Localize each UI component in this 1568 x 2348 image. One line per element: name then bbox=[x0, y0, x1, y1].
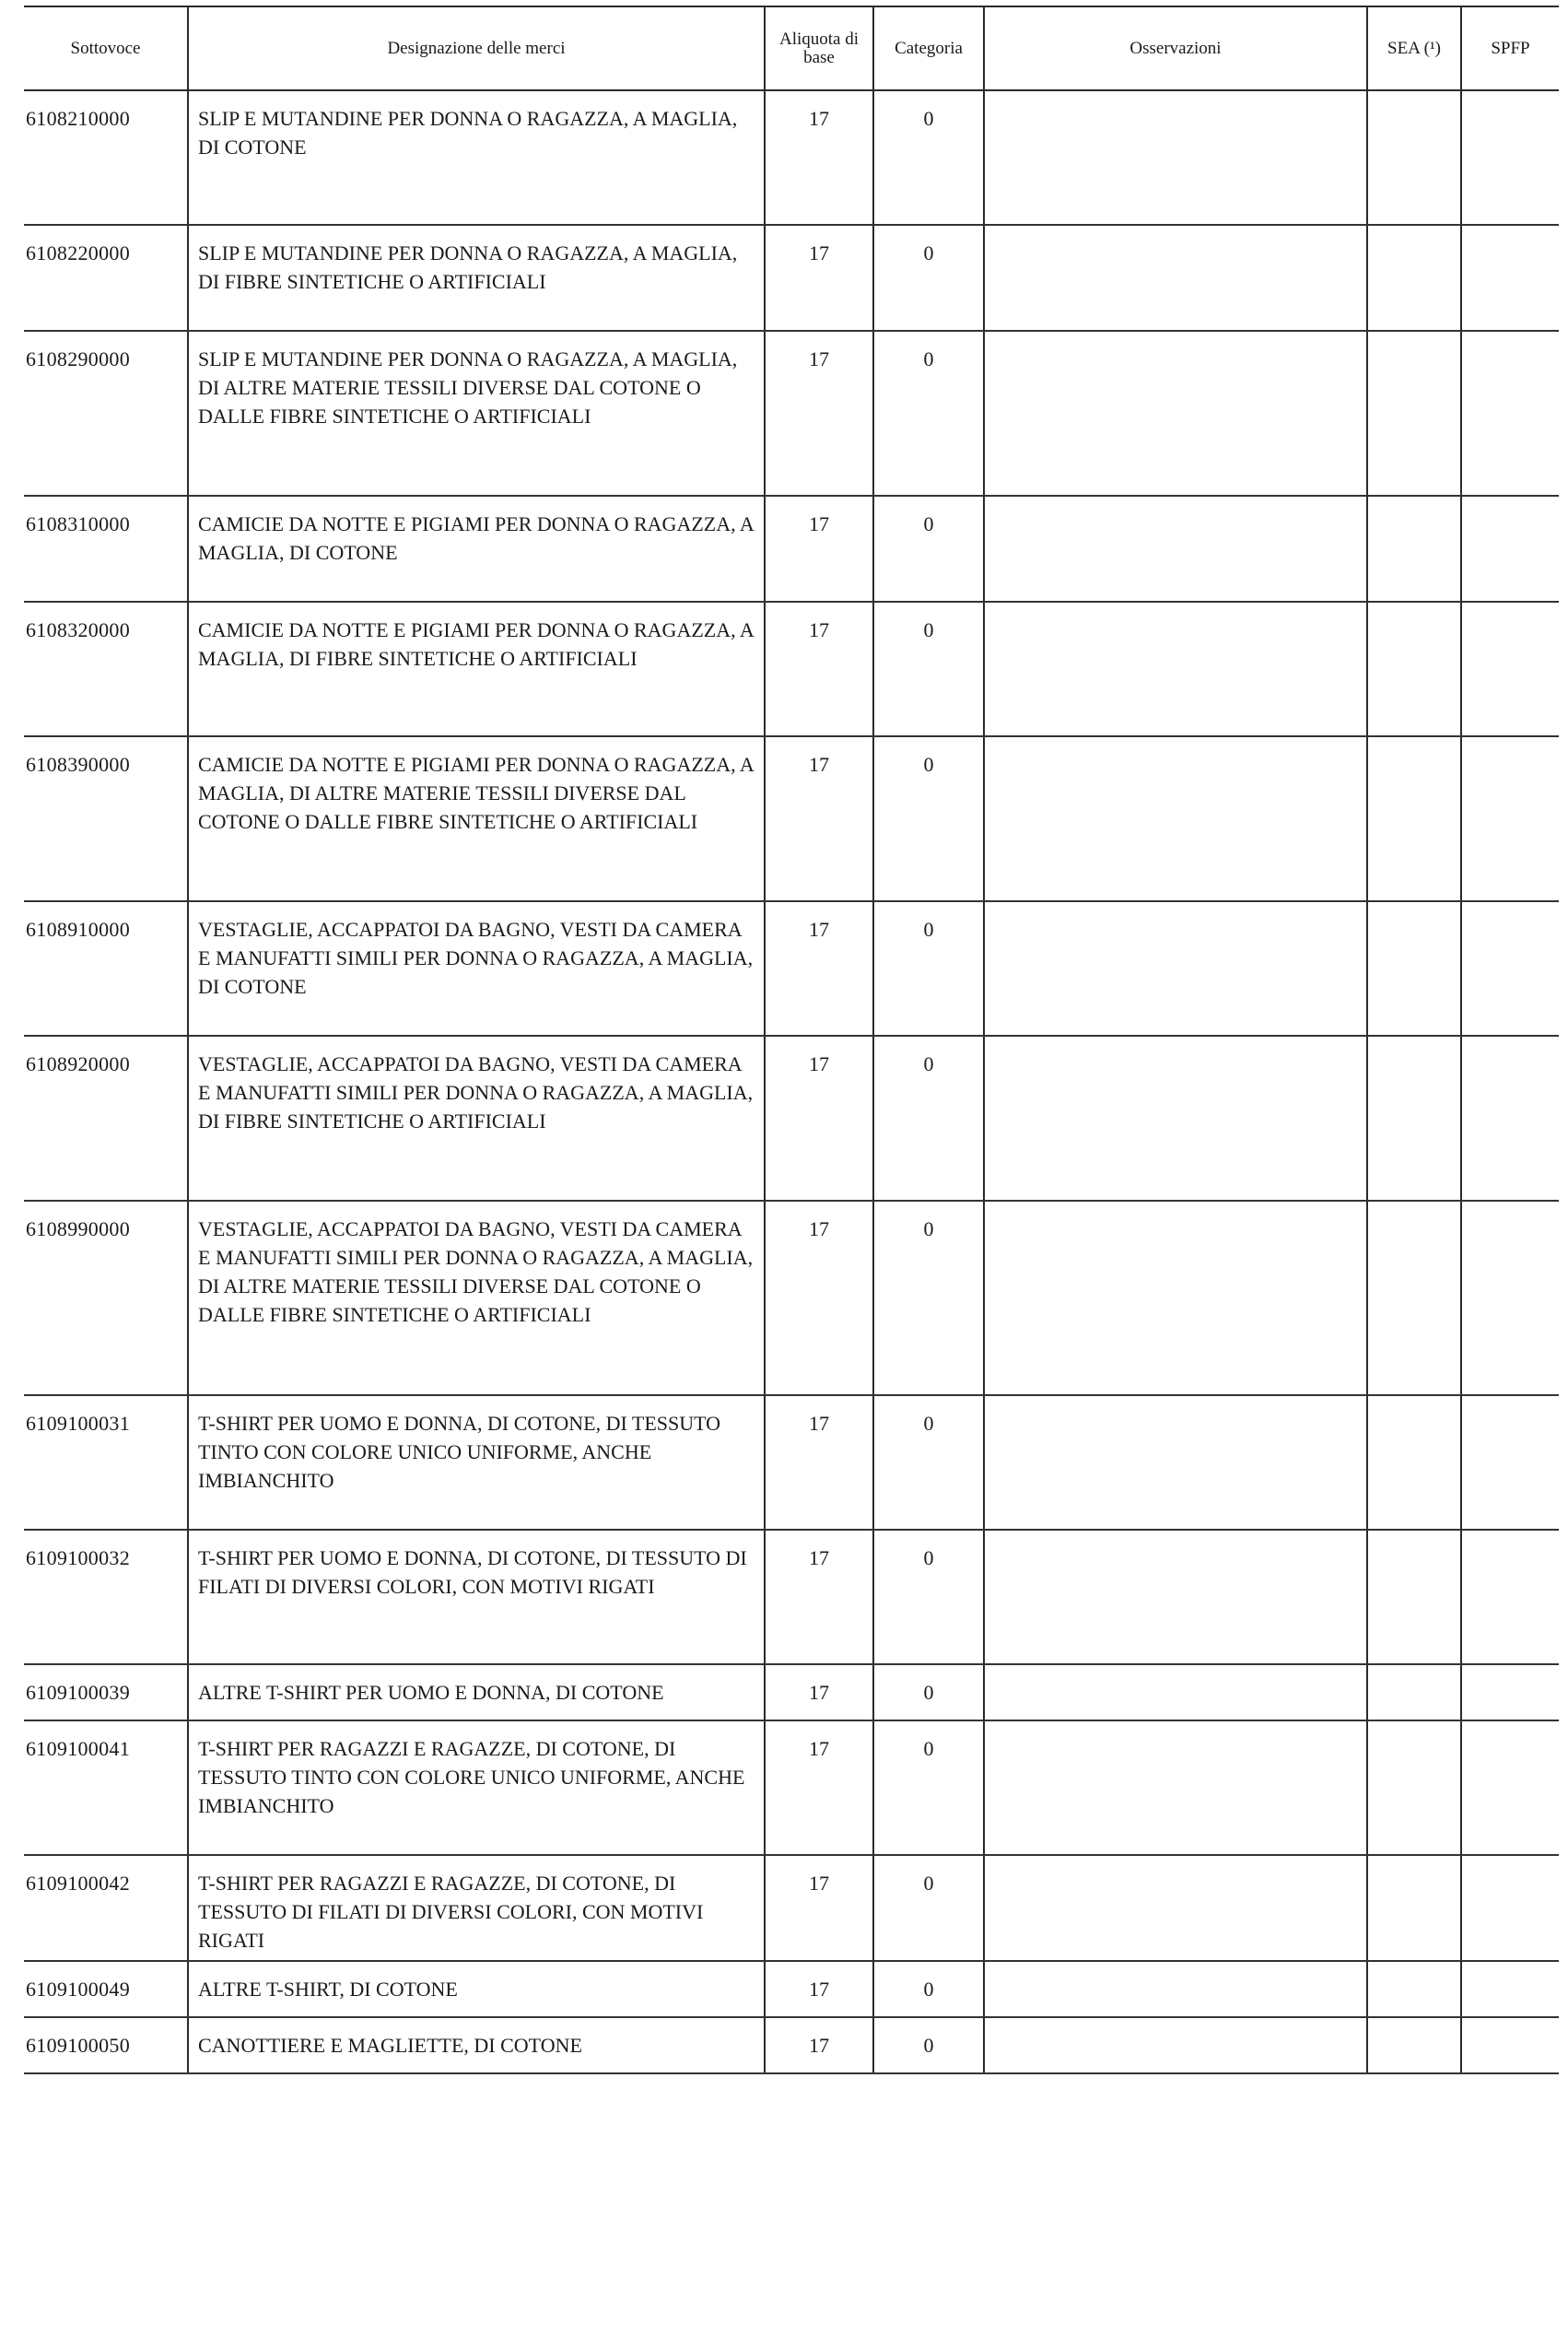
cell-notes bbox=[984, 1201, 1367, 1395]
cell-description: ALTRE T-SHIRT, DI COTONE bbox=[188, 1961, 765, 2017]
cell-rate: 17 bbox=[765, 1530, 873, 1664]
cell-description: VESTAGLIE, ACCAPPATOI DA BAGNO, VESTI DA CAMERA E MANUFATTI SIMILI PER DONNA O RAGAZZA, A MAGLIA, DI ALTRE MATERIE TESSILI DIVERSE DAL COTONE O DALLE FIBRE SINTETICHE O ARTIFICIALI bbox=[188, 1201, 765, 1395]
cell-code: 6108920000 bbox=[24, 1036, 188, 1201]
cell-category: 0 bbox=[873, 1395, 984, 1530]
cell-notes bbox=[984, 331, 1367, 496]
cell-spfp bbox=[1461, 90, 1559, 225]
cell-sea bbox=[1367, 1395, 1461, 1530]
cell-notes bbox=[984, 1855, 1367, 1961]
cell-category: 0 bbox=[873, 901, 984, 1036]
cell-code: 6108220000 bbox=[24, 225, 188, 331]
header-spfp: SPFP bbox=[1461, 6, 1559, 90]
cell-sea bbox=[1367, 90, 1461, 225]
cell-sea bbox=[1367, 1036, 1461, 1201]
table-row bbox=[24, 1855, 1559, 1961]
cell-code: 6109100032 bbox=[24, 1530, 188, 1664]
cell-rate: 17 bbox=[765, 2017, 873, 2073]
table-row bbox=[24, 1036, 1559, 1201]
cell-notes bbox=[984, 1720, 1367, 1855]
cell-description: T-SHIRT PER UOMO E DONNA, DI COTONE, DI TESSUTO DI FILATI DI DIVERSI COLORI, CON MOTIVI RIGATI bbox=[188, 1530, 765, 1664]
cell-notes bbox=[984, 90, 1367, 225]
cell-sea bbox=[1367, 1530, 1461, 1664]
table-row bbox=[24, 1201, 1559, 1395]
cell-rate: 17 bbox=[765, 1720, 873, 1855]
table-row bbox=[24, 736, 1559, 901]
table-row bbox=[24, 1395, 1559, 1530]
cell-category: 0 bbox=[873, 1961, 984, 2017]
cell-description: T-SHIRT PER UOMO E DONNA, DI COTONE, DI TESSUTO TINTO CON COLORE UNICO UNIFORME, ANCHE IMBIANCHITO bbox=[188, 1395, 765, 1530]
cell-rate: 17 bbox=[765, 1201, 873, 1395]
cell-category: 0 bbox=[873, 331, 984, 496]
cell-rate: 17 bbox=[765, 602, 873, 736]
cell-category: 0 bbox=[873, 90, 984, 225]
cell-description: SLIP E MUTANDINE PER DONNA O RAGAZZA, A MAGLIA, DI ALTRE MATERIE TESSILI DIVERSE DAL COTONE O DALLE FIBRE SINTETICHE O ARTIFICIALI bbox=[188, 331, 765, 496]
cell-code: 6109100042 bbox=[24, 1855, 188, 1961]
cell-rate: 17 bbox=[765, 901, 873, 1036]
cell-sea bbox=[1367, 2017, 1461, 2073]
cell-category: 0 bbox=[873, 602, 984, 736]
table-row bbox=[24, 602, 1559, 736]
cell-code: 6108390000 bbox=[24, 736, 188, 901]
tariff-table bbox=[24, 6, 1559, 2074]
table-row bbox=[24, 90, 1559, 225]
cell-spfp bbox=[1461, 1855, 1559, 1961]
cell-rate: 17 bbox=[765, 225, 873, 331]
cell-description: VESTAGLIE, ACCAPPATOI DA BAGNO, VESTI DA CAMERA E MANUFATTI SIMILI PER DONNA O RAGAZZA, A MAGLIA, DI FIBRE SINTETICHE O ARTIFICIALI bbox=[188, 1036, 765, 1201]
cell-code: 6109100041 bbox=[24, 1720, 188, 1855]
cell-notes bbox=[984, 602, 1367, 736]
cell-category: 0 bbox=[873, 225, 984, 331]
cell-rate: 17 bbox=[765, 331, 873, 496]
cell-description: T-SHIRT PER RAGAZZI E RAGAZZE, DI COTONE, DI TESSUTO DI FILATI DI DIVERSI COLORI, CON MOTIVI RIGATI bbox=[188, 1855, 765, 1961]
cell-code: 6108990000 bbox=[24, 1201, 188, 1395]
cell-code: 6109100050 bbox=[24, 2017, 188, 2073]
cell-code: 6108320000 bbox=[24, 602, 188, 736]
cell-rate: 17 bbox=[765, 1855, 873, 1961]
cell-sea bbox=[1367, 1201, 1461, 1395]
cell-notes bbox=[984, 2017, 1367, 2073]
cell-spfp bbox=[1461, 901, 1559, 1036]
table-row bbox=[24, 1664, 1559, 1720]
cell-sea bbox=[1367, 736, 1461, 901]
cell-category: 0 bbox=[873, 1855, 984, 1961]
cell-notes bbox=[984, 901, 1367, 1036]
cell-spfp bbox=[1461, 1036, 1559, 1201]
table-row bbox=[24, 2017, 1559, 2073]
table-row bbox=[24, 901, 1559, 1036]
cell-sea bbox=[1367, 1720, 1461, 1855]
cell-spfp bbox=[1461, 736, 1559, 901]
cell-description: CAMICIE DA NOTTE E PIGIAMI PER DONNA O RAGAZZA, A MAGLIA, DI COTONE bbox=[188, 496, 765, 602]
cell-code: 6108290000 bbox=[24, 331, 188, 496]
cell-sea bbox=[1367, 901, 1461, 1036]
cell-notes bbox=[984, 736, 1367, 901]
cell-category: 0 bbox=[873, 1664, 984, 1720]
cell-notes bbox=[984, 1530, 1367, 1664]
cell-code: 6108910000 bbox=[24, 901, 188, 1036]
cell-sea bbox=[1367, 1855, 1461, 1961]
cell-sea bbox=[1367, 1664, 1461, 1720]
header-sottovoce: Sottovoce bbox=[24, 6, 188, 90]
cell-spfp bbox=[1461, 225, 1559, 331]
table-row bbox=[24, 1961, 1559, 2017]
cell-spfp bbox=[1461, 602, 1559, 736]
table-row bbox=[24, 1530, 1559, 1664]
cell-spfp bbox=[1461, 331, 1559, 496]
cell-spfp bbox=[1461, 1530, 1559, 1664]
cell-spfp bbox=[1461, 1201, 1559, 1395]
cell-rate: 17 bbox=[765, 496, 873, 602]
cell-spfp bbox=[1461, 1961, 1559, 2017]
cell-rate: 17 bbox=[765, 1664, 873, 1720]
cell-notes bbox=[984, 496, 1367, 602]
cell-code: 6109100031 bbox=[24, 1395, 188, 1530]
cell-spfp bbox=[1461, 1395, 1559, 1530]
cell-category: 0 bbox=[873, 1720, 984, 1855]
cell-description: CAMICIE DA NOTTE E PIGIAMI PER DONNA O RAGAZZA, A MAGLIA, DI ALTRE MATERIE TESSILI DIVERSE DAL COTONE O DALLE FIBRE SINTETICHE O ARTIFICIALI bbox=[188, 736, 765, 901]
cell-rate: 17 bbox=[765, 1036, 873, 1201]
cell-sea bbox=[1367, 225, 1461, 331]
header-row bbox=[24, 6, 1559, 90]
cell-description: CANOTTIERE E MAGLIETTE, DI COTONE bbox=[188, 2017, 765, 2073]
cell-category: 0 bbox=[873, 2017, 984, 2073]
cell-notes bbox=[984, 225, 1367, 331]
cell-spfp bbox=[1461, 1664, 1559, 1720]
table-row bbox=[24, 496, 1559, 602]
cell-rate: 17 bbox=[765, 1961, 873, 2017]
table-row bbox=[24, 225, 1559, 331]
cell-category: 0 bbox=[873, 736, 984, 901]
cell-category: 0 bbox=[873, 1201, 984, 1395]
cell-description: T-SHIRT PER RAGAZZI E RAGAZZE, DI COTONE, DI TESSUTO TINTO CON COLORE UNICO UNIFORME, ANCHE IMBIANCHITO bbox=[188, 1720, 765, 1855]
cell-code: 6108310000 bbox=[24, 496, 188, 602]
cell-category: 0 bbox=[873, 496, 984, 602]
cell-rate: 17 bbox=[765, 736, 873, 901]
cell-notes bbox=[984, 1395, 1367, 1530]
cell-rate: 17 bbox=[765, 90, 873, 225]
cell-notes bbox=[984, 1961, 1367, 2017]
cell-description: ALTRE T-SHIRT PER UOMO E DONNA, DI COTONE bbox=[188, 1664, 765, 1720]
header-categoria: Categoria bbox=[873, 6, 984, 90]
table-row bbox=[24, 1720, 1559, 1855]
header-aliquota: Aliquota di base bbox=[765, 6, 873, 90]
cell-spfp bbox=[1461, 1720, 1559, 1855]
cell-description: CAMICIE DA NOTTE E PIGIAMI PER DONNA O RAGAZZA, A MAGLIA, DI FIBRE SINTETICHE O ARTIFICIALI bbox=[188, 602, 765, 736]
cell-description: VESTAGLIE, ACCAPPATOI DA BAGNO, VESTI DA CAMERA E MANUFATTI SIMILI PER DONNA O RAGAZZA, A MAGLIA, DI COTONE bbox=[188, 901, 765, 1036]
cell-description: SLIP E MUTANDINE PER DONNA O RAGAZZA, A MAGLIA, DI FIBRE SINTETICHE O ARTIFICIALI bbox=[188, 225, 765, 331]
cell-notes bbox=[984, 1036, 1367, 1201]
cell-sea bbox=[1367, 496, 1461, 602]
tariff-document bbox=[24, 6, 1559, 2074]
cell-sea bbox=[1367, 1961, 1461, 2017]
table-row bbox=[24, 331, 1559, 496]
cell-spfp bbox=[1461, 2017, 1559, 2073]
cell-notes bbox=[984, 1664, 1367, 1720]
cell-description: SLIP E MUTANDINE PER DONNA O RAGAZZA, A MAGLIA, DI COTONE bbox=[188, 90, 765, 225]
cell-sea bbox=[1367, 602, 1461, 736]
header-designazione: Designazione delle merci bbox=[188, 6, 765, 90]
cell-sea bbox=[1367, 331, 1461, 496]
cell-spfp bbox=[1461, 496, 1559, 602]
cell-category: 0 bbox=[873, 1530, 984, 1664]
cell-code: 6109100039 bbox=[24, 1664, 188, 1720]
cell-category: 0 bbox=[873, 1036, 984, 1201]
header-sea: SEA (¹) bbox=[1367, 6, 1461, 90]
header-osservazioni: Osservazioni bbox=[984, 6, 1367, 90]
cell-rate: 17 bbox=[765, 1395, 873, 1530]
cell-code: 6108210000 bbox=[24, 90, 188, 225]
cell-code: 6109100049 bbox=[24, 1961, 188, 2017]
